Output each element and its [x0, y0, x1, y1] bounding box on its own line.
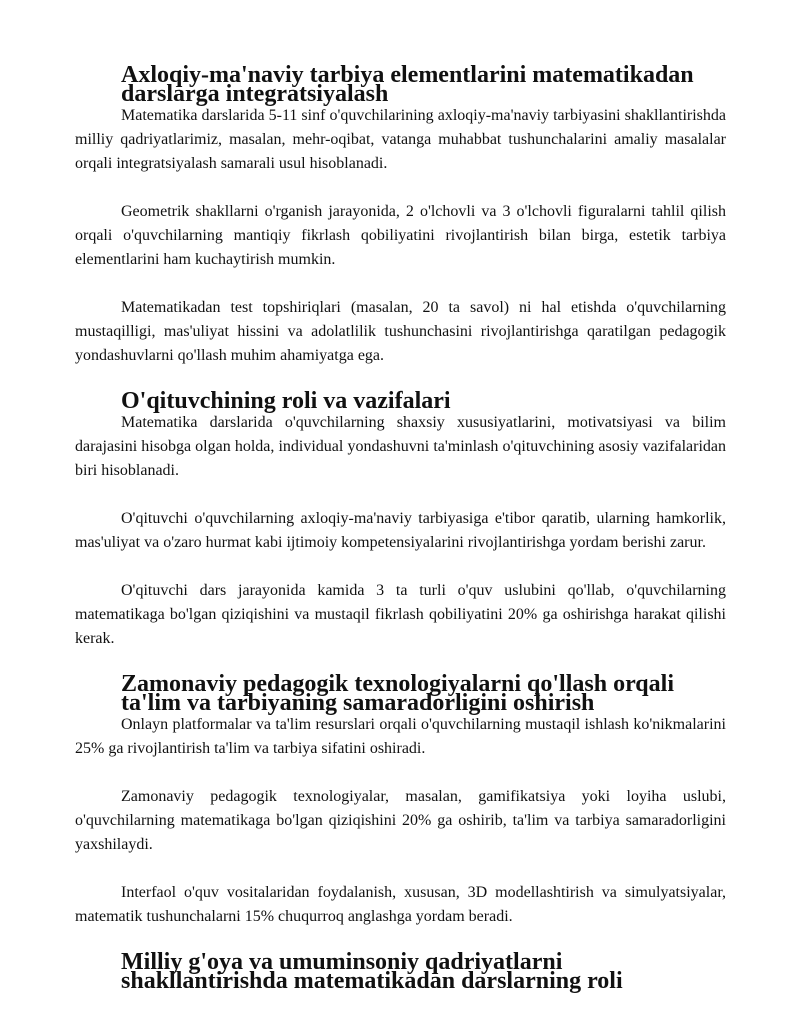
section-heading: O'qituvchining roli va vazifalari [121, 388, 451, 414]
section-heading: Milliy g'oya va umuminsoniy qadriyatlarni shakllantirishda matematikadan darslarning roli [121, 949, 623, 994]
section-heading: Zamonaviy pedagogik texnologiyalarni qo'llash orqali ta'lim va tarbiyaning samaradorligini oshirish [121, 671, 674, 716]
paragraph: Matematika darslarida o'quvchilarning shaxsiy xususiyatlarini, motivatsiyasi va bilim darajasini hisobga olgan holda, individual yondashuvni ta'minlash o'qituvchining asosiy vazifalaridan biri hisoblanadi. [75, 414, 726, 479]
paragraph: Zamonaviy pedagogik texnologiyalar, masalan, gamifikatsiya yoki loyiha uslubi, o'quvchilarning matematikaga bo'lgan qiziqishini 20% ga oshirib, ta'lim va tarbiya samaradorligini yaxshilaydi. [75, 788, 726, 853]
document-page [75, 62, 726, 994]
paragraph: Matematika darslarida 5-11 sinf o'quvchilarining axloqiy-ma'naviy tarbiyasini shakllantirishda milliy qadriyatlarimiz, masalan, mehr-oqibat, vatanga muhabbat tushunchalarini amaliy masalalar orqali integratsiyalash samarali usul hisoblanadi. [75, 107, 726, 172]
paragraph: O'qituvchi dars jarayonida kamida 3 ta turli o'quv uslubini qo'llab, o'quvchilarning matematikaga bo'lgan qiziqishini va mustaqil fikrlash qobiliyatini 20% ga oshirishga harakat qilishi kerak. [75, 582, 726, 647]
paragraph: Geometrik shakllarni o'rganish jarayonida, 2 o'lchovli va 3 o'lchovli figuralarni tahlil qilish orqali o'quvchilarning mantiqiy fikrlash qobiliyatini rivojlantirish bilan birga, estetik tarbiya elementlarini ham kuchaytirish mumkin. [75, 203, 726, 268]
paragraph: Onlayn platformalar va ta'lim resurslari orqali o'quvchilarning mustaqil ishlash ko'nikmalarini 25% ga rivojlantirish ta'lim va tarbiya sifatini oshiradi. [75, 716, 726, 757]
paragraph: O'qituvchi o'quvchilarning axloqiy-ma'naviy tarbiyasiga e'tibor qaratib, ularning hamkorlik, mas'uliyat va o'zaro hurmat kabi ijtimoiy kompetensiyalarini rivojlantirishga yordam berishi zarur. [75, 510, 726, 551]
paragraph: Matematikadan test topshiriqlari (masalan, 20 ta savol) ni hal etishda o'quvchilarning mustaqilligi, mas'uliyat hissini va adolatlilik tushunchasini rivojlantirishga qaratilgan pedagogik yondashuvlarni qo'llash muhim ahamiyatga ega. [75, 299, 726, 364]
paragraph: Interfaol o'quv vositalaridan foydalanish, xususan, 3D modellashtirish va simulyatsiyalar, matematik tushunchalarni 15% chuqurroq anglashga yordam beradi. [75, 884, 726, 925]
section-heading: Axloqiy-ma'naviy tarbiya elementlarini matematikadan darslarga integratsiyalash [121, 62, 694, 107]
